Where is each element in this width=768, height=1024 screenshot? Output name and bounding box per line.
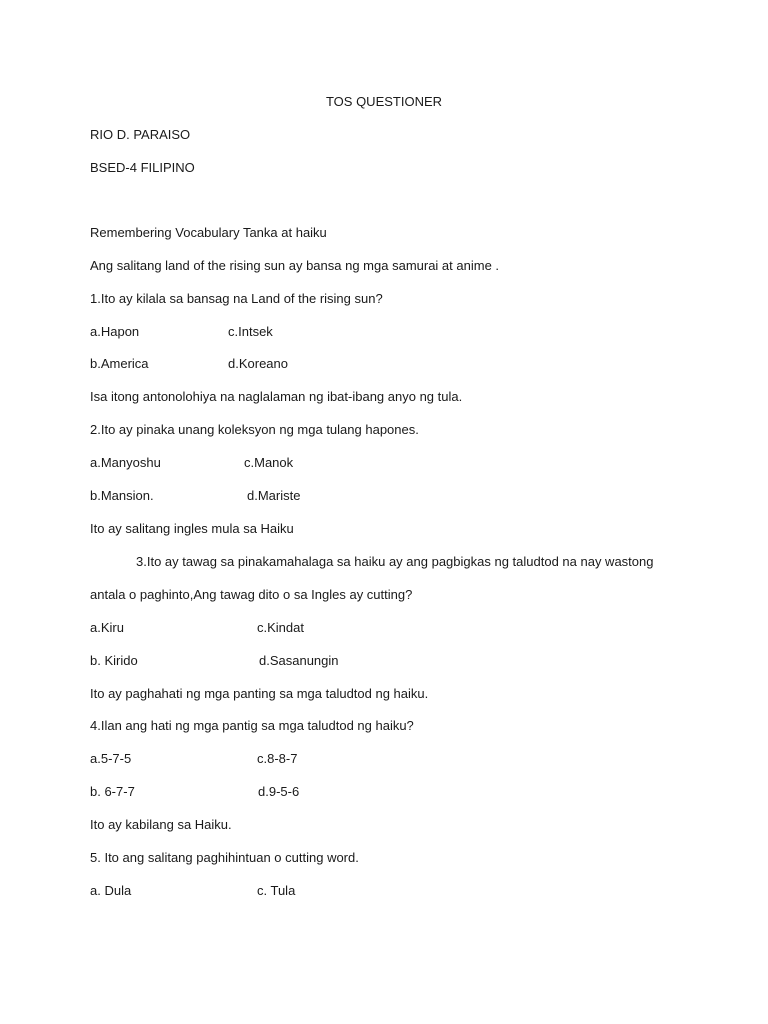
- item-3-option-d: d.Sasanungin: [259, 653, 339, 668]
- item-4-option-d: d.9-5-6: [258, 784, 300, 799]
- item-2-option-a: a.Manyoshu: [90, 455, 161, 470]
- document-title: TOS QUESTIONER: [325, 94, 443, 109]
- item-5-option-c: c. Tula: [257, 883, 296, 898]
- item-1-option-d: d.Koreano: [228, 356, 288, 371]
- item-3-question-continued: antala o paghinto,Ang tawag dito o sa Ingles ay cutting?: [90, 587, 413, 602]
- course-name: BSED-4 FILIPINO: [90, 160, 195, 175]
- item-2-option-b: b.Mansion.: [90, 488, 154, 503]
- item-1-option-a: a.Hapon: [90, 324, 140, 339]
- item-2-question: 2.Ito ay pinaka unang koleksyon ng mga tulang hapones.: [90, 422, 419, 437]
- item-2-cue: Isa itong antonolohiya na naglalaman ng ibat-ibang anyo ng tula.: [90, 389, 463, 404]
- item-4-option-b: b. 6-7-7: [90, 784, 135, 799]
- item-1-option-c: c.Intsek: [228, 324, 273, 339]
- item-1-option-b: b.America: [90, 356, 149, 371]
- item-4-cue: Ito ay paghahati ng mga panting sa mga taludtod ng haiku.: [90, 686, 429, 701]
- item-1-question: 1.Ito ay kilala sa bansag na Land of the rising sun?: [90, 291, 383, 306]
- item-1-cue: Ang salitang land of the rising sun ay bansa ng mga samurai at anime .: [90, 258, 500, 273]
- item-3-cue: Ito ay salitang ingles mula sa Haiku: [90, 521, 294, 536]
- item-3-option-b: b. Kirido: [90, 653, 138, 668]
- item-2-option-d: d.Mariste: [247, 488, 301, 503]
- item-5-cue: Ito ay kabilang sa Haiku.: [90, 817, 232, 832]
- item-3-option-a: a.Kiru: [90, 620, 124, 635]
- item-4-option-a: a.5-7-5: [90, 751, 132, 766]
- item-4-option-c: c.8-8-7: [257, 751, 298, 766]
- item-3-option-c: c.Kindat: [257, 620, 304, 635]
- item-5-question: 5. Ito ang salitang paghihintuan o cutting word.: [90, 850, 359, 865]
- item-3-question: 3.Ito ay tawag sa pinakamahalaga sa haiku ay ang pagbigkas ng taludtod na nay wastong: [136, 554, 654, 569]
- item-5-option-a: a. Dula: [90, 883, 132, 898]
- section-heading: Remembering Vocabulary Tanka at haiku: [90, 225, 327, 240]
- item-2-option-c: c.Manok: [244, 455, 294, 470]
- item-4-question: 4.Ilan ang hati ng mga pantig sa mga taludtod ng haiku?: [90, 718, 414, 733]
- author-name: RIO D. PARAISO: [90, 127, 191, 142]
